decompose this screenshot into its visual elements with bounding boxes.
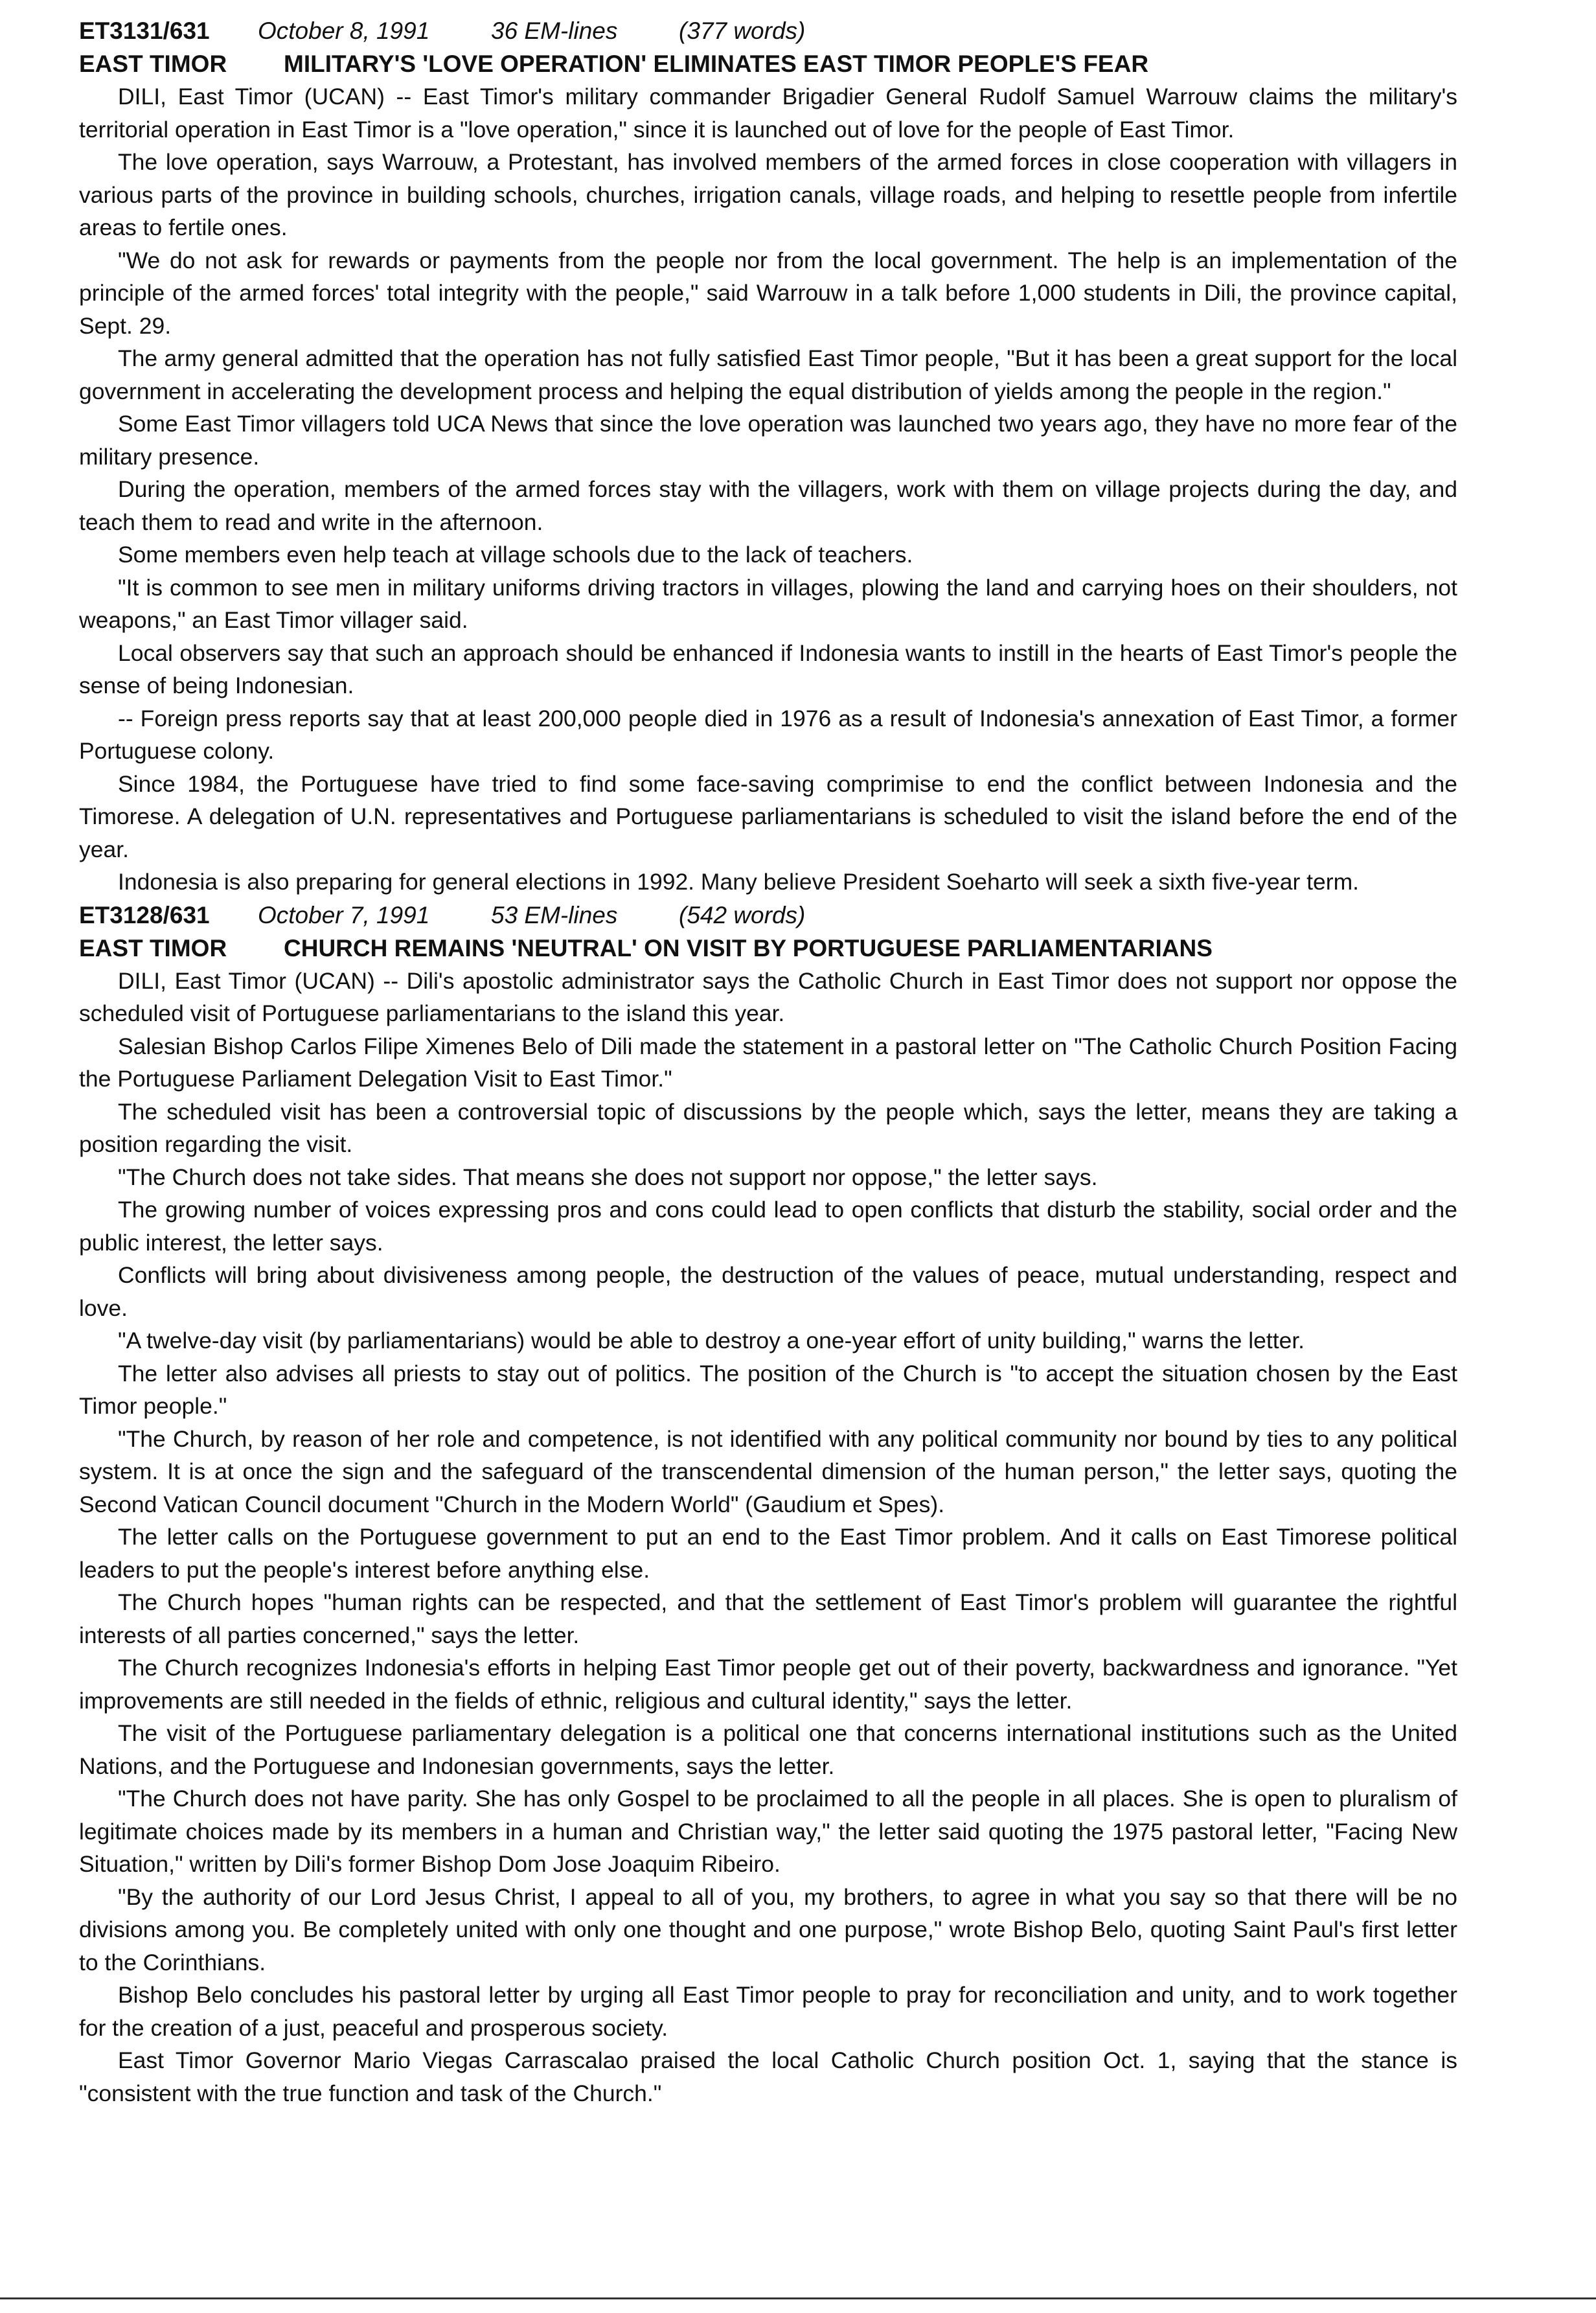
paragraph: "The Church does not have parity. She has only Gospel to be proclaimed to all the people in all places. She is open to pluralism of legitimate choices made by its members in a human and Christian way," the letter said quoting the 1975 pastoral letter, "Facing New Situation," written by Dili's former Bishop Dom Jose Joaquim Ribeiro. xyxy=(79,1786,1457,1877)
article-headline xyxy=(79,48,1457,80)
article-body xyxy=(79,965,1457,2110)
paragraph: DILI, East Timor (UCAN) -- East Timor's military commander Brigadier General Rudolf Samuel Warrouw claims the military's territorial operation in East Timor is a "love operation," since it is launched out of love for the people of East Timor. xyxy=(79,84,1457,143)
document-page xyxy=(79,14,1457,2110)
paragraph: During the operation, members of the armed forces stay with the villagers, work with them on village projects during the day, and teach them to read and write in the afternoon. xyxy=(79,476,1457,535)
paragraph: The visit of the Portuguese parliamentary delegation is a political one that concerns international institutions such as the United Nations, and the Portuguese and Indonesian governments, says the letter. xyxy=(79,1720,1457,1779)
paragraph: "It is common to see men in military uniforms driving tractors in villages, plowing the land and carrying hoes on their shoulders, not weapons," an East Timor villager said. xyxy=(79,574,1457,633)
paragraph: -- Foreign press reports say that at least 200,000 people died in 1976 as a result of Indonesia's annexation of East Timor, a former Portuguese colony. xyxy=(79,705,1457,764)
paragraph: The letter calls on the Portuguese government to put an end to the East Timor problem. And it calls on East Timorese political leaders to put the people's interest before anything else. xyxy=(79,1524,1457,1583)
paragraph: Bishop Belo concludes his pastoral letter by urging all East Timor people to pray for reconciliation and unity, and to work together for the creation of a just, peaceful and prosperous society. xyxy=(79,1982,1457,2041)
paragraph: Salesian Bishop Carlos Filipe Ximenes Belo of Dili made the statement in a pastoral letter on "The Catholic Church Position Facing the Portuguese Parliament Delegation Visit to East Timor." xyxy=(79,1033,1457,1092)
headline-text: MILITARY'S 'LOVE OPERATION' ELIMINATES EAST TIMOR PEOPLE'S FEAR xyxy=(284,51,1149,77)
article-date: October 7, 1991 xyxy=(258,901,430,928)
paragraph: DILI, East Timor (UCAN) -- Dili's apostolic administrator says the Catholic Church in East Timor does not support nor oppose the scheduled visit of Portuguese parliamentarians to the island this year. xyxy=(79,967,1457,1026)
article-word-count: (542 words) xyxy=(679,901,806,928)
article-region: EAST TIMOR xyxy=(79,51,227,77)
article-region: EAST TIMOR xyxy=(79,934,227,961)
article-meta xyxy=(79,899,1457,932)
paragraph: Some members even help teach at village schools due to the lack of teachers. xyxy=(118,542,913,568)
article-body xyxy=(79,80,1457,899)
paragraph: Conflicts will bring about divisiveness among people, the destruction of the values of peace, mutual understanding, respect and love. xyxy=(79,1262,1457,1321)
paragraph: "We do not ask for rewards or payments from the people nor from the local government. The help is an implementation of the principle of the armed forces' total integrity with the people," said Warrouw in a talk before 1,000 students in Dili, the province capital, Sept. 29. xyxy=(79,247,1457,339)
article-code: ET3128/631 xyxy=(79,901,210,928)
paragraph: Local observers say that such an approach should be enhanced if Indonesia wants to instill in the hearts of East Timor's people the sense of being Indonesian. xyxy=(79,639,1457,698)
article-code: ET3131/631 xyxy=(79,17,210,44)
paragraph: Since 1984, the Portuguese have tried to find some face-saving comprimise to end the conflict between Indonesia and the Timorese. A delegation of U.N. representatives and Portuguese parliamentarians is scheduled to visit the island before the end of the year. xyxy=(79,770,1457,862)
paragraph: The army general admitted that the operation has not fully satisfied East Timor people, "But it has been a great support for the local government in accelerating the development process and helping the equal distribution of yields among the people in the region." xyxy=(79,345,1457,404)
bottom-rule xyxy=(0,2297,1596,2299)
paragraph: The growing number of voices expressing pros and cons could lead to open conflicts that disturb the stability, social order and the public interest, the letter says. xyxy=(79,1197,1457,1256)
headline-text: CHURCH REMAINS 'NEUTRAL' ON VISIT BY PORTUGUESE PARLIAMENTARIANS xyxy=(284,934,1213,961)
article xyxy=(79,899,1457,2110)
paragraph: The scheduled visit has been a controversial topic of discussions by the people which, says the letter, means they are taking a position regarding the visit. xyxy=(79,1098,1457,1157)
paragraph: "The Church does not take sides. That means she does not support nor oppose," the letter says. xyxy=(118,1164,1098,1190)
article-meta xyxy=(79,14,1457,48)
paragraph: Indonesia is also preparing for general elections in 1992. Many believe President Soeharto will seek a sixth five-year term. xyxy=(118,869,1360,895)
paragraph: The Church recognizes Indonesia's efforts in helping East Timor people get out of their poverty, backwardness and ignorance. "Yet improvements are still needed in the fields of ethnic, religious and cultural identity," says the letter. xyxy=(79,1655,1457,1714)
article-line-count: 36 EM-lines xyxy=(491,17,618,44)
article xyxy=(79,14,1457,899)
paragraph: "By the authority of our Lord Jesus Christ, I appeal to all of you, my brothers, to agree in what you say so that there will be no divisions among you. Be completely united with only one thought and one purpose," wrote Bishop Belo, quoting Saint Paul's first letter to the Corinthians. xyxy=(79,1883,1457,1975)
paragraph: The love operation, says Warrouw, a Protestant, has involved members of the armed forces in close cooperation with villagers in various parts of the province in building schools, churches, irrigation canals, village roads, and helping to resettle people from infertile areas to fertile ones. xyxy=(79,149,1457,240)
article-list xyxy=(79,14,1457,2110)
article-word-count: (377 words) xyxy=(679,17,806,44)
article-line-count: 53 EM-lines xyxy=(491,901,618,928)
paragraph: The Church hopes "human rights can be respected, and that the settlement of East Timor's problem will guarantee the rightful interests of all parties concerned," says the letter. xyxy=(79,1589,1457,1648)
paragraph: "The Church, by reason of her role and competence, is not identified with any political community nor bound by ties to any political system. It is at once the sign and the safeguard of the transcendental dimension of the human person," the letter says, quoting the Second Vatican Council document "Church in the Modern World" (Gaudium et Spes). xyxy=(79,1425,1457,1517)
paragraph: Some East Timor villagers told UCA News that since the love operation was launched two years ago, they have no more fear of the military presence. xyxy=(79,411,1457,470)
article-date: October 8, 1991 xyxy=(258,17,430,44)
paragraph: The letter also advises all priests to stay out of politics. The position of the Church is "to accept the situation chosen by the East Timor people." xyxy=(79,1360,1457,1419)
paragraph: "A twelve-day visit (by parliamentarians) would be able to destroy a one-year effort of unity building," warns the letter. xyxy=(118,1328,1305,1353)
article-headline xyxy=(79,932,1457,965)
paragraph: East Timor Governor Mario Viegas Carrascalao praised the local Catholic Church position Oct. 1, saying that the stance is "consistent with the true function and task of the Church." xyxy=(79,2047,1457,2106)
